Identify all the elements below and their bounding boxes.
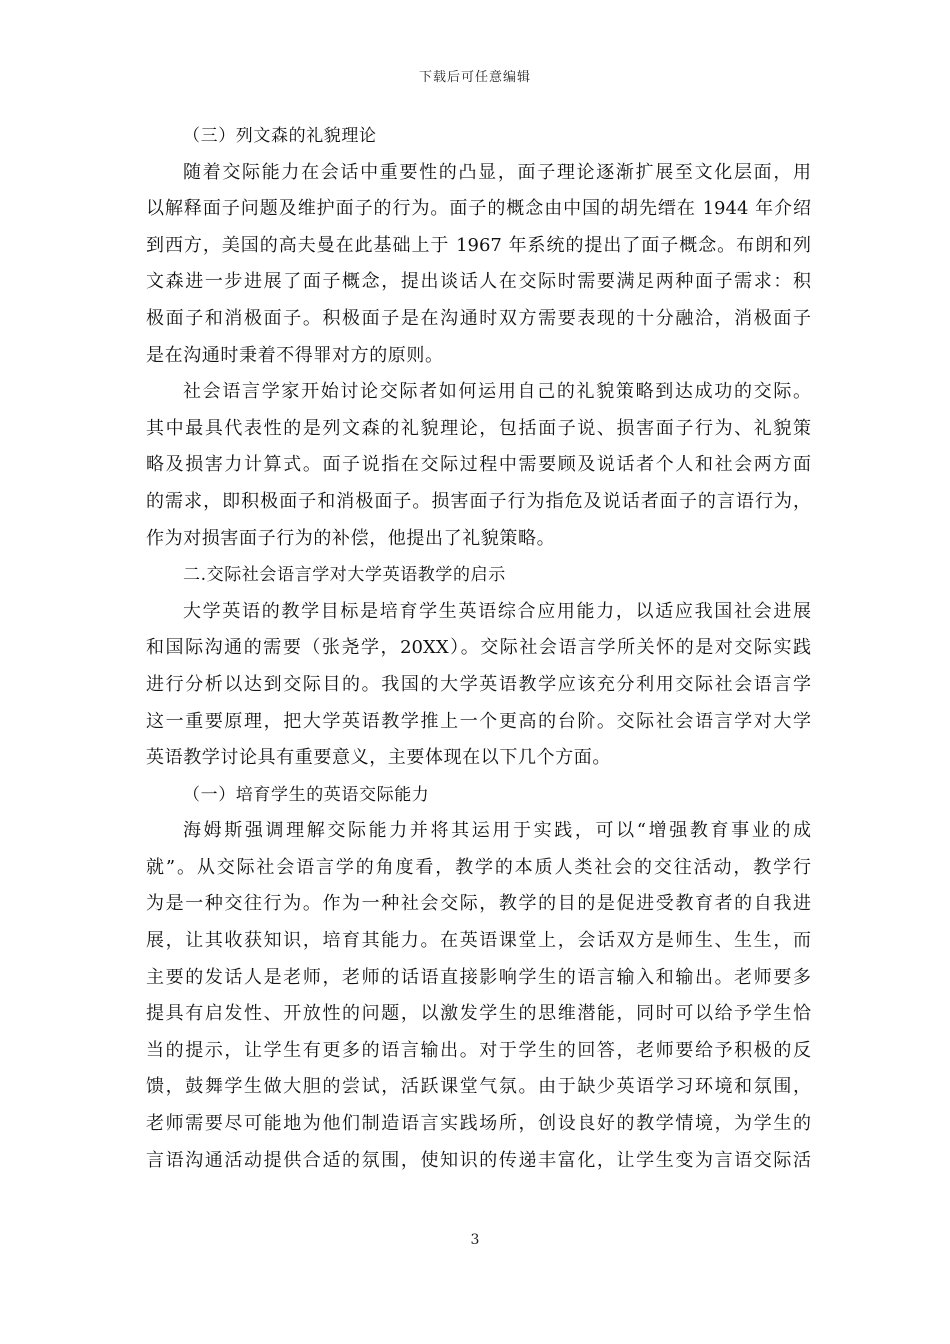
paragraph-line: 言语沟通活动提供合适的氛围，使知识的传递丰富化，让学生变为言语交际活: [146, 1149, 811, 1171]
paragraph-line: 进行分析以达到交际目的。我国的大学英语教学应该充分利用交际社会语言学: [146, 673, 811, 695]
page-number: 3: [470, 1232, 480, 1248]
paragraph-line: 的需求，即积极面子和消极面子。损害面子行为指危及说话者面子的言语行为，: [146, 490, 811, 512]
paragraph-line: 作为对损害面子行为的补偿，他提出了礼貌策略。: [146, 527, 556, 549]
paragraph-line: 是在沟通时秉着不得罪对方的原则。: [146, 344, 444, 366]
section-heading: （三）列文森的礼貌理论: [183, 126, 377, 146]
paragraph-line: 随着交际能力在会话中重要性的凸显，面子理论逐渐扩展至文化层面，用: [183, 161, 811, 183]
paragraph-line: 略及损害力计算式。面子说指在交际过程中需要顾及说话者个人和社会两方面: [146, 454, 811, 476]
paragraph-line: 海姆斯强调理解交际能力并将其运用于实践，可以“增强教育事业的成: [183, 820, 811, 842]
paragraph-line: 就”。从交际社会语言学的角度看，教学的本质人类社会的交往活动，教学行: [146, 856, 811, 878]
paragraph-line: 提具有启发性、开放性的问题，以激发学生的思维潜能，同时可以给予学生恰: [146, 1003, 811, 1025]
paragraph-line: 这一重要原理，把大学英语教学推上一个更高的台阶。交际社会语言学对大学: [146, 710, 811, 732]
paragraph-line: 当的提示，让学生有更多的语言输出。对于学生的回答，老师要给予积极的反: [146, 1039, 811, 1061]
header-note: 下载后可任意编辑: [418, 70, 531, 85]
paragraph-line: 老师需要尽可能地为他们制造语言实践场所，创设良好的教学情境，为学生的: [146, 1113, 811, 1135]
paragraph-line: 到西方，美国的高夫曼在此基础上于 1967 年系统的提出了面子概念。布朗和列: [146, 234, 811, 256]
paragraph-line: 展，让其收获知识，培育其能力。在英语课堂上，会话双方是师生、生生，而: [146, 930, 811, 952]
paragraph-line: 馈，鼓舞学生做大胆的尝试，活跃课堂气氛。由于缺少英语学习环境和氛围，: [146, 1076, 811, 1098]
paragraph-line: 文森进一步进展了面子概念，提出谈话人在交际时需要满足两种面子需求：积: [146, 271, 811, 293]
paragraph-line: 和国际沟通的需要（张尧学，20XX）。交际社会语言学所关怀的是对交际实践: [146, 637, 811, 659]
paragraph-line: 主要的发话人是老师，老师的话语直接影响学生的语言输入和输出。老师要多: [146, 966, 811, 988]
paragraph-line: 英语教学讨论具有重要意义，主要体现在以下几个方面。: [146, 747, 611, 769]
paragraph-line: 大学英语的教学目标是培育学生英语综合应用能力，以适应我国社会进展: [183, 600, 811, 622]
paragraph-line: 以解释面子问题及维护面子的行为。面子的概念由中国的胡先缙在 1944 年介绍: [146, 198, 811, 220]
paragraph-line: 极面子和消极面子。积极面子是在沟通时双方需要表现的十分融洽，消极面子: [146, 307, 811, 329]
section-heading: （一）培育学生的英语交际能力: [183, 784, 430, 805]
body-text: [146, 118, 811, 1179]
paragraph-line: 为是一种交往行为。作为一种社会交际，教学的目的是促进受教育者的自我进: [146, 893, 811, 915]
paragraph-line: 其中最具代表性的是列文森的礼貌理论，包括面子说、损害面子行为、礼貌策: [146, 417, 811, 439]
section-heading: 二.交际社会语言学对大学英语教学的启示: [183, 565, 506, 586]
paragraph-line: 社会语言学家开始讨论交际者如何运用自己的礼貌策略到达成功的交际。: [183, 381, 811, 403]
